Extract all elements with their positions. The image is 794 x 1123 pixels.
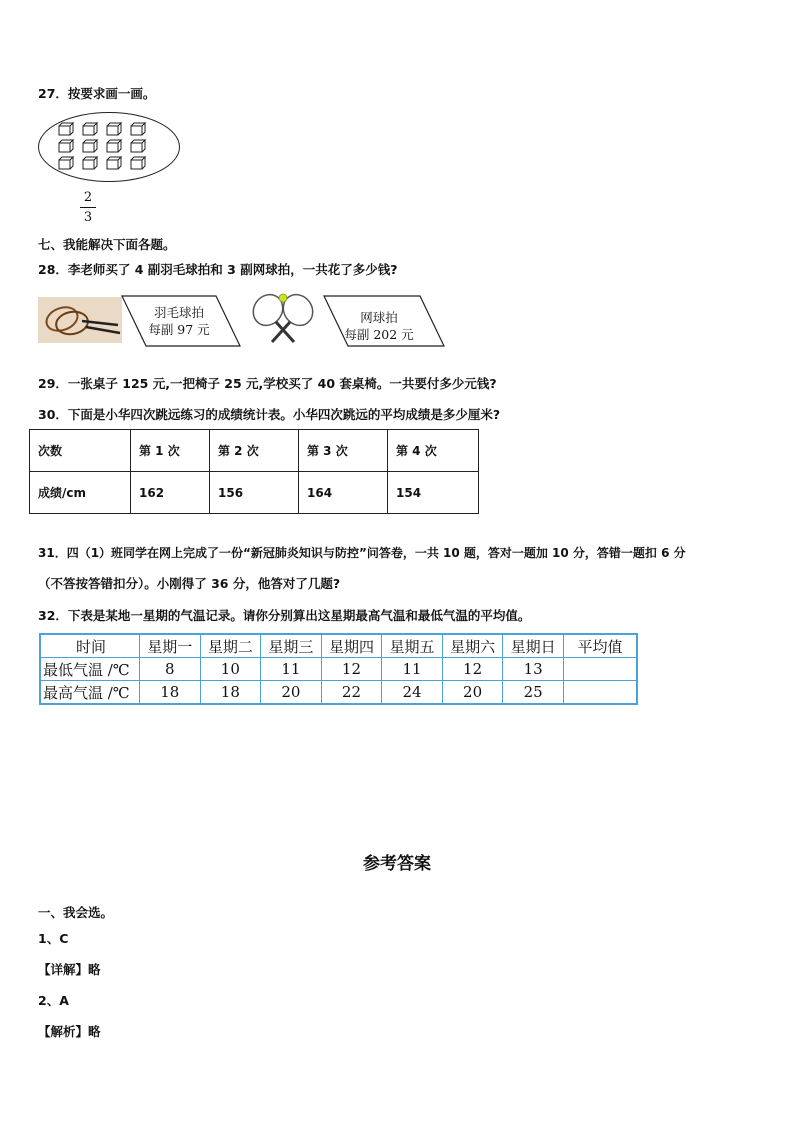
table-row xyxy=(30,430,479,472)
table-header: 第 4 次 xyxy=(388,430,479,472)
table-cell: 12 xyxy=(442,658,503,681)
table-row xyxy=(40,681,637,705)
table-cell: 11 xyxy=(261,658,322,681)
cube-icon xyxy=(107,123,121,135)
table-cell xyxy=(564,658,638,681)
table-cell: 154 xyxy=(388,472,479,514)
table-header: 星期三 xyxy=(261,634,322,658)
table-cell: 25 xyxy=(503,681,564,705)
table-header: 时间 xyxy=(40,634,140,658)
table-row xyxy=(40,634,637,658)
table-header: 第 2 次 xyxy=(210,430,299,472)
tennis-racket-image xyxy=(242,292,324,344)
tennis-name: 网球拍 xyxy=(360,310,398,325)
q29-text: 29．一张桌子 125 元,一把椅子 25 元,学校买了 40 套桌椅。一共要付多少元钱? xyxy=(38,376,497,391)
table-cell: 18 xyxy=(200,681,261,705)
badminton-price: 每副 97 元 xyxy=(148,322,210,337)
q31-text-line1: 31．四（1）班同学在网上完成了一份“新冠肺炎知识与防控”问答卷，一共 10 题，答对一题加 10 分，答错一题扣 6 分 xyxy=(38,546,686,560)
table-header: 第 3 次 xyxy=(299,430,388,472)
table-cell: 13 xyxy=(503,658,564,681)
table-cell: 20 xyxy=(442,681,503,705)
table-header: 星期六 xyxy=(442,634,503,658)
table-cell: 164 xyxy=(299,472,388,514)
table-cell: 162 xyxy=(131,472,210,514)
cube-icon xyxy=(83,123,97,135)
temperature-table xyxy=(39,633,638,705)
table-cell: 8 xyxy=(140,658,201,681)
tennis-label xyxy=(334,309,424,343)
table-header: 星期五 xyxy=(382,634,443,658)
badminton-name: 羽毛球拍 xyxy=(153,305,204,320)
table-cell: 22 xyxy=(321,681,382,705)
table-cell: 156 xyxy=(210,472,299,514)
cube-icon xyxy=(59,157,73,169)
table-cell: 20 xyxy=(261,681,322,705)
cube-icon xyxy=(59,123,73,135)
table-cell: 最高气温 /℃ xyxy=(40,681,140,705)
answer-title: 参考答案 xyxy=(363,854,431,874)
table-header: 星期一 xyxy=(140,634,201,658)
long-jump-table xyxy=(29,429,479,514)
q27-text: 27．按要求画一画。 xyxy=(38,86,156,101)
tennis-price: 每副 202 元 xyxy=(344,327,414,342)
q28-text: 28．李老师买了 4 副羽毛球拍和 3 副网球拍，一共花了多少钱? xyxy=(38,262,398,277)
answer-2-detail: 【解析】略 xyxy=(38,1024,101,1039)
cube-icon xyxy=(59,140,73,152)
cube-icon xyxy=(107,157,121,169)
q32-text: 32．下表是某地一星期的气温记录。请你分别算出这星期最高气温和最低气温的平均值。 xyxy=(38,608,531,623)
q31-text-line2: （不答按答错扣分）。小刚得了 36 分，他答对了几题? xyxy=(38,576,341,591)
fraction-denominator: 3 xyxy=(83,210,93,225)
cube-icon xyxy=(83,140,97,152)
table-cell xyxy=(564,681,638,705)
fraction-two-thirds xyxy=(80,190,96,225)
answer-1-detail: 【详解】略 xyxy=(38,962,101,977)
table-header: 星期四 xyxy=(321,634,382,658)
table-cell: 18 xyxy=(140,681,201,705)
table-header: 星期二 xyxy=(200,634,261,658)
cube-icon xyxy=(131,123,145,135)
cube-icon xyxy=(83,157,97,169)
q30-text: 30．下面是小华四次跳远练习的成绩统计表。小华四次跳远的平均成绩是多少厘米? xyxy=(38,407,501,422)
table-cell: 10 xyxy=(200,658,261,681)
table-cell: 12 xyxy=(321,658,382,681)
table-row xyxy=(40,658,637,681)
section7-heading: 七、我能解决下面各题。 xyxy=(38,237,176,252)
table-cell: 成绩/cm xyxy=(30,472,131,514)
table-cell: 最低气温 /℃ xyxy=(40,658,140,681)
table-header: 第 1 次 xyxy=(131,430,210,472)
cube-icon xyxy=(107,140,121,152)
table-header: 次数 xyxy=(30,430,131,472)
answer-1: 1、C xyxy=(38,931,69,946)
fraction-numerator: 2 xyxy=(83,190,93,205)
table-header: 星期日 xyxy=(503,634,564,658)
table-cell: 24 xyxy=(382,681,443,705)
cube-oval xyxy=(38,112,180,182)
table-row xyxy=(30,472,479,514)
badminton-label xyxy=(136,304,222,338)
answer-section1: 一、我会选。 xyxy=(38,905,114,920)
table-cell: 11 xyxy=(382,658,443,681)
cube-icon xyxy=(131,140,145,152)
table-header: 平均值 xyxy=(564,634,638,658)
cubes-icon xyxy=(39,113,179,181)
answer-2: 2、A xyxy=(38,993,69,1008)
badminton-racket-image xyxy=(38,297,122,343)
cube-icon xyxy=(131,157,145,169)
